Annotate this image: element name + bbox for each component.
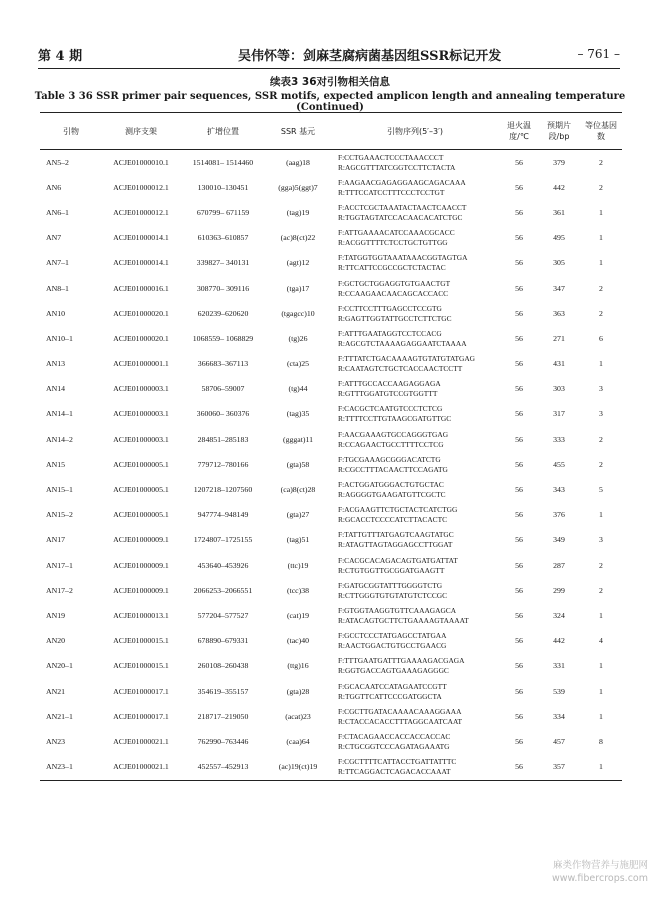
running-title: 吴伟怀等：剑麻茎腐病菌基因组SSR标记开发 <box>238 49 502 64</box>
cell-size: 455 <box>553 459 565 469</box>
table-row <box>40 326 622 351</box>
cell-scaffold: ACJE01000015.1 <box>113 661 169 671</box>
cell-position: 620239–620620 <box>197 308 249 318</box>
table-body <box>40 150 622 781</box>
reverse-primer: R:CTACCACACCTTTAGGCAATCAAT <box>338 716 463 726</box>
forward-primer: F:CACGCTCAATGTCCCTCTCG <box>338 404 443 414</box>
cell-temperature: 56 <box>515 459 523 469</box>
cell-scaffold: ACJE01000003.1 <box>113 409 169 419</box>
cell-temperature: 56 <box>515 258 523 268</box>
cell-scaffold: ACJE01000020.1 <box>113 333 169 343</box>
col-header-sequence: 引物序列(5′–3′) <box>330 113 500 150</box>
cell-sequence <box>330 704 500 729</box>
cell-primer: AN19 <box>46 610 66 620</box>
cell-motif: (cta)25 <box>286 359 310 369</box>
reverse-primer: R:ATACAGTGCTTCTGAAAAGTAAAAT <box>338 615 469 625</box>
cell-sequence <box>330 276 500 301</box>
table-row <box>40 301 622 326</box>
table-row <box>40 503 622 528</box>
reverse-primer: R:TTCAGGACTCAGACACCAAAT <box>338 767 451 777</box>
cell-temperature: 56 <box>515 207 523 217</box>
cell-sequence <box>330 301 500 326</box>
cell-position: 762990–763446 <box>197 736 249 746</box>
cell-primer: AN10 <box>46 308 66 318</box>
cell-motif: (gta)27 <box>286 510 310 520</box>
cell-sequence <box>330 402 500 427</box>
cell-alleles: 2 <box>599 434 603 444</box>
cell-scaffold: ACJE01000009.1 <box>113 535 169 545</box>
table-row <box>40 377 622 402</box>
cell-temperature: 56 <box>515 510 523 520</box>
cell-scaffold: ACJE01000005.1 <box>113 510 169 520</box>
cell-motif: (aag)18 <box>286 157 310 167</box>
cell-motif: (tg)26 <box>288 333 308 343</box>
cell-motif: (ttg)16 <box>287 661 309 671</box>
watermark-line2: www.fibercrops.com <box>551 873 648 884</box>
forward-primer: F:CACGCACAGACAGTGATGATTAT <box>338 555 458 565</box>
cell-alleles: 1 <box>599 686 603 696</box>
col-header-alleles: 等位基因数 <box>580 113 622 150</box>
cell-size: 457 <box>553 736 565 746</box>
cell-sequence <box>330 503 500 528</box>
watermark-line1: 麻类作物营养与施肥网 <box>552 860 648 871</box>
cell-temperature: 56 <box>515 535 523 545</box>
reverse-primer: R:ATAGTTAGTAGGAGCCTTGGAT <box>338 540 453 550</box>
cell-alleles: 6 <box>599 333 603 343</box>
cell-size: 376 <box>553 510 565 520</box>
cell-size: 331 <box>553 661 565 671</box>
cell-size: 431 <box>553 359 565 369</box>
forward-primer: F:ACCTCGCTAAATACTAACTCAACCT <box>338 202 467 212</box>
cell-temperature: 56 <box>515 233 523 243</box>
table-row <box>40 528 622 553</box>
cell-temperature: 56 <box>515 560 523 570</box>
cell-primer: AN14–2 <box>46 434 73 444</box>
cell-temperature: 56 <box>515 308 523 318</box>
forward-primer: F:CTACAGAACCACCACCACCAC <box>338 731 451 741</box>
reverse-primer: R:CCAGAACTGCCTTTTCCTCG <box>338 439 444 449</box>
col-header-temperature: 退火温度/℃ <box>500 113 538 150</box>
cell-scaffold: ACJE01000015.1 <box>113 636 169 646</box>
cell-motif: (gta)28 <box>286 686 310 696</box>
cell-position: 610363–610857 <box>197 233 249 243</box>
cell-size: 442 <box>553 182 565 192</box>
cell-position: 1068559– 1068829 <box>192 333 254 343</box>
forward-primer: F:ATTGAAAACATCCAAACGCACC <box>338 228 455 238</box>
cell-primer: AN15–1 <box>46 485 73 495</box>
cell-primer: AN17–2 <box>46 585 73 595</box>
cell-motif: (ac)8(ct)22 <box>280 233 316 243</box>
cell-size: 361 <box>553 207 565 217</box>
cell-size: 347 <box>553 283 565 293</box>
cell-position: 452557–452913 <box>180 755 266 781</box>
table-row <box>40 755 622 781</box>
table-row <box>40 654 622 679</box>
cell-temperature: 56 <box>515 182 523 192</box>
cell-motif: (tg)44 <box>288 384 308 394</box>
cell-temperature: 56 <box>515 283 523 293</box>
cell-primer: AN6 <box>46 182 62 192</box>
cell-temperature: 56 <box>515 636 523 646</box>
table-row <box>40 452 622 477</box>
cell-alleles: 8 <box>599 736 603 746</box>
cell-primer: AN10–1 <box>46 333 73 343</box>
reverse-primer: R:CTGCGGTCCCAGATAGAAATG <box>338 741 450 751</box>
cell-position: 354619–355157 <box>197 686 249 696</box>
table-row <box>40 402 622 427</box>
forward-primer: F:TATGGTGGTAAATAAACGGTAGTGA <box>338 253 468 263</box>
cell-primer: AN20 <box>46 636 66 646</box>
cell-temperature: 56 <box>515 661 523 671</box>
cell-alleles: 2 <box>599 308 603 318</box>
cell-scaffold: ACJE01000003.1 <box>113 434 169 444</box>
cell-primer: AN23–1 <box>40 755 102 781</box>
reverse-primer: R:TTCATTCCGCCGCTCTACTAC <box>338 263 446 273</box>
cell-position: 947774–948149 <box>197 510 249 520</box>
cell-alleles: 4 <box>599 636 603 646</box>
reverse-primer: R:GGTGACCAGTGAAAGAGGGC <box>338 666 449 676</box>
cell-alleles: 2 <box>599 283 603 293</box>
table-row <box>40 251 622 276</box>
reverse-primer: R:CGCCTTTACAACTTCCAGATG <box>338 464 448 474</box>
cell-sequence <box>330 352 500 377</box>
cell-alleles: 1 <box>599 610 603 620</box>
cell-size: 539 <box>553 686 565 696</box>
cell-sequence <box>330 603 500 628</box>
cell-sequence <box>330 553 500 578</box>
table-row <box>40 200 622 225</box>
cell-sequence <box>330 654 500 679</box>
cell-primer: AN17 <box>46 535 66 545</box>
cell-motif: (acat)23 <box>285 711 311 721</box>
cell-primer: AN14 <box>46 384 66 394</box>
cell-scaffold: ACJE01000021.1 <box>113 736 169 746</box>
cell-scaffold: ACJE01000014.1 <box>113 233 169 243</box>
cell-scaffold: ACJE01000010.1 <box>113 157 169 167</box>
reverse-primer: R:AGGGGTGAAGATGTTCGCTC <box>338 490 446 500</box>
cell-primer: AN23 <box>46 736 66 746</box>
reverse-primer: R:CTGTGGTTGCGGATGAAGTT <box>338 565 445 575</box>
cell-position: 218717–219050 <box>197 711 249 721</box>
cell-scaffold: ACJE01000012.1 <box>113 207 169 217</box>
table-row <box>40 175 622 200</box>
table-row <box>40 578 622 603</box>
cell-position: 366683–367113 <box>197 359 249 369</box>
cell-primer: AN17–1 <box>46 560 73 570</box>
cell-position: 1724807–1725155 <box>193 535 253 545</box>
cell-position: 2066253–2066551 <box>193 585 253 595</box>
cell-alleles: 1 <box>599 233 603 243</box>
cell-alleles: 1 <box>599 711 603 721</box>
cell-size: 287 <box>553 560 565 570</box>
forward-primer: F:CGCTTTTCATTACCTGATTATTTC <box>338 757 457 767</box>
reverse-primer: R:TTTTCCTTGTAAGCGATGTTGC <box>338 414 452 424</box>
running-header <box>38 45 620 67</box>
cell-sequence <box>330 251 500 276</box>
forward-primer: F:CCTGAAACTCCCTAAACCCT <box>338 152 444 162</box>
cell-alleles: 2 <box>599 585 603 595</box>
cell-alleles: 1 <box>599 207 603 217</box>
cell-primer: AN6–1 <box>46 207 69 217</box>
cell-temperature: 56 <box>515 359 523 369</box>
cell-scaffold: ACJE01000017.1 <box>113 711 169 721</box>
cell-motif: (tgagcc)10 <box>281 308 315 318</box>
cell-scaffold: ACJE01000013.1 <box>113 610 169 620</box>
cell-motif: (tag)19 <box>286 207 310 217</box>
cell-temperature: 56 <box>515 434 523 444</box>
cell-sequence <box>330 755 500 781</box>
reverse-primer: R:AGCGTTTATCGGTCCTTCTACTA <box>338 162 456 172</box>
forward-primer: F:GCTGCTGGAGGTGTGAACTGT <box>338 278 451 288</box>
cell-motif: (tga)17 <box>286 283 310 293</box>
cell-size: 495 <box>553 233 565 243</box>
forward-primer: F:CCTTCCTTTGAGCCTCCGTG <box>338 303 442 313</box>
cell-motif: (cat)19 <box>286 610 310 620</box>
table-row <box>40 603 622 628</box>
cell-size: 349 <box>553 535 565 545</box>
cell-primer: AN5–2 <box>46 157 69 167</box>
cell-sequence <box>330 729 500 754</box>
cell-size: 324 <box>553 610 565 620</box>
cell-size: 379 <box>553 157 565 167</box>
cell-alleles: 2 <box>599 157 603 167</box>
forward-primer: F:GATGCGGTATTTGGGGTCTG <box>338 580 443 590</box>
cell-size: 305 <box>553 258 565 268</box>
cell-motif: (ca)8(ct)28 <box>280 485 316 495</box>
cell-size: 299 <box>553 585 565 595</box>
cell-scaffold: ACJE01000012.1 <box>113 182 169 192</box>
cell-scaffold: ACJE01000005.1 <box>113 485 169 495</box>
cell-alleles: 2 <box>599 459 603 469</box>
col-header-primer: 引物 <box>40 113 102 150</box>
cell-size: 303 <box>553 384 565 394</box>
col-header-scaffold: 测序支架 <box>102 113 180 150</box>
cell-size: 317 <box>553 409 565 419</box>
cell-position: 678890–679331 <box>197 636 249 646</box>
cell-sequence <box>330 226 500 251</box>
cell-scaffold: ACJE01000009.1 <box>113 585 169 595</box>
cell-primer: AN8–1 <box>46 283 69 293</box>
forward-primer: F:ATTTGCCACCAAGAGGAGA <box>338 379 441 389</box>
cell-temperature: 56 <box>500 755 538 781</box>
reverse-primer: R:CAATAGTCTGCTCACCAACTCCTT <box>338 364 463 374</box>
cell-motif: (tcc)38 <box>286 585 310 595</box>
cell-motif: (tag)35 <box>286 409 310 419</box>
cell-scaffold: ACJE01000014.1 <box>113 258 169 268</box>
table-row <box>40 629 622 654</box>
cell-temperature: 56 <box>515 585 523 595</box>
forward-primer: F:TTTGAATGATTTGAAAAGACGAGA <box>338 656 465 666</box>
cell-position: 284851–285183 <box>197 434 249 444</box>
cell-motif: (gta)58 <box>286 459 310 469</box>
forward-primer: F:GTGGTAAGGTGTTCAAAGAGCA <box>338 605 457 615</box>
cell-temperature: 56 <box>515 610 523 620</box>
cell-alleles: 1 <box>599 258 603 268</box>
forward-primer: F:TGCGAAAGCGGGACATCTG <box>338 454 441 464</box>
cell-scaffold: ACJE01000016.1 <box>113 283 169 293</box>
reverse-primer: R:CCAAGAACAACAGCACCACC <box>338 288 449 298</box>
cell-motif: (gggat)11 <box>282 434 314 444</box>
cell-alleles: 3 <box>599 384 603 394</box>
forward-primer: F:ACTGGATGGGACTGTGCTAC <box>338 480 444 490</box>
cell-size: 271 <box>553 333 565 343</box>
table-row <box>40 477 622 502</box>
cell-size: 442 <box>553 636 565 646</box>
reverse-primer: R:TGGTAGTATCCACAACACATCTGC <box>338 212 463 222</box>
cell-size: 363 <box>553 308 565 318</box>
cell-position: 130010–130451 <box>197 182 249 192</box>
watermark <box>552 859 648 885</box>
cell-size: 334 <box>553 711 565 721</box>
cell-alleles: 2 <box>599 182 603 192</box>
cell-alleles: 2 <box>599 560 603 570</box>
cell-temperature: 56 <box>515 157 523 167</box>
cell-alleles: 1 <box>580 755 622 781</box>
reverse-primer: R:TTTCCATCCTTTCCCTCCTGT <box>338 187 445 197</box>
cell-position: 453640–453926 <box>197 560 249 570</box>
forward-primer: F:GCCTCCCTATGAGCCTATGAA <box>338 631 447 641</box>
cell-primer: AN21 <box>46 686 66 696</box>
forward-primer: F:AACGAAAGTGCCAGGGTGAG <box>338 429 449 439</box>
cell-position: 339827– 340131 <box>196 258 250 268</box>
cell-temperature: 56 <box>515 686 523 696</box>
cell-position: 577204–577527 <box>197 610 249 620</box>
forward-primer: F:ACGAAGTTCTGCTACTCATCTGG <box>338 505 458 515</box>
table-row <box>40 150 622 176</box>
cell-scaffold: ACJE01000001.1 <box>113 359 169 369</box>
cell-primer: AN7–1 <box>46 258 69 268</box>
cell-scaffold: ACJE01000005.1 <box>113 459 169 469</box>
cell-alleles: 5 <box>599 485 603 495</box>
reverse-primer: R:TGGTTCATTCCCGATGGCTA <box>338 691 442 701</box>
page-number: – 761 – <box>577 47 620 61</box>
table-row <box>40 276 622 301</box>
forward-primer: F:AAGAACGAGAGGAAGCAGACAAA <box>338 177 466 187</box>
cell-position: 779712–780166 <box>197 459 249 469</box>
cell-position: 1207218–1207560 <box>193 485 253 495</box>
cell-primer: AN15 <box>46 459 66 469</box>
col-header-size: 预期片段/bp <box>538 113 580 150</box>
cell-sequence <box>330 578 500 603</box>
cell-primer: AN21–1 <box>46 711 73 721</box>
cell-alleles: 3 <box>599 409 603 419</box>
cell-sequence <box>330 528 500 553</box>
cell-position: 360060– 360376 <box>196 409 250 419</box>
cell-sequence <box>330 175 500 200</box>
cell-sequence <box>330 377 500 402</box>
cell-scaffold: ACJE01000017.1 <box>113 686 169 696</box>
cell-temperature: 56 <box>515 384 523 394</box>
cell-sequence <box>330 326 500 351</box>
cell-position: 58706–59007 <box>201 384 245 394</box>
primer-table <box>40 112 622 781</box>
table-row <box>40 704 622 729</box>
cell-sequence <box>330 150 500 176</box>
cell-temperature: 56 <box>515 409 523 419</box>
cell-sequence <box>330 477 500 502</box>
table-row <box>40 679 622 704</box>
cell-position: 260108–260438 <box>197 661 249 671</box>
forward-primer: F:CGCTTGATACAAAACAAAGGAAA <box>338 706 462 716</box>
cell-scaffold: ACJE01000020.1 <box>113 308 169 318</box>
cell-sequence <box>330 679 500 704</box>
cell-sequence <box>330 452 500 477</box>
cell-motif: (gga)5(ggt)7 <box>278 182 318 192</box>
reverse-primer: R:AACTGGACTGTGCCTGAACG <box>338 641 447 651</box>
table-caption-english: Table 3 36 SSR primer pair sequences, SSR motifs, expected amplicon length and annealing temperature (Continued) <box>34 91 626 113</box>
cell-motif: (ac)19(ct)19 <box>266 755 330 781</box>
issue-number: 第 4 期 <box>38 49 83 64</box>
forward-primer: F:ATTTGAATAGGTCCTCCACG <box>338 328 442 338</box>
cell-primer: AN14–1 <box>46 409 73 419</box>
cell-position: 1514081– 1514460 <box>192 157 254 167</box>
table-row <box>40 553 622 578</box>
cell-scaffold: ACJE01000003.1 <box>113 384 169 394</box>
cell-scaffold: ACJE01000009.1 <box>113 560 169 570</box>
cell-temperature: 56 <box>515 333 523 343</box>
table-caption-chinese: 续表3 36对引物相关信息 <box>269 76 391 88</box>
reverse-primer: R:ACGGTTTTCTCCTGCTGTTGG <box>338 238 448 248</box>
cell-temperature: 56 <box>515 736 523 746</box>
cell-scaffold: ACJE01000021.1 <box>102 755 180 781</box>
table-row <box>40 427 622 452</box>
forward-primer: F:TATTGTTTATGAGTCAAGTATGC <box>338 530 454 540</box>
cell-position: 670799– 671159 <box>196 207 250 217</box>
cell-size: 333 <box>553 434 565 444</box>
table-row <box>40 226 622 251</box>
cell-alleles: 1 <box>599 510 603 520</box>
cell-primer: AN13 <box>46 359 66 369</box>
table-header-row <box>40 113 622 150</box>
cell-size: 343 <box>553 485 565 495</box>
col-header-motif: SSR 基元 <box>266 113 330 150</box>
cell-motif: (tac)40 <box>286 636 310 646</box>
forward-primer: F:TTTATCTGACAAAAGTGTATGTATGAG <box>338 354 475 364</box>
reverse-primer: R:AGCGTCTAAAAGAGGAATCTAAAA <box>338 338 467 348</box>
cell-motif: (tag)51 <box>286 535 310 545</box>
cell-alleles: 1 <box>599 359 603 369</box>
cell-motif: (caa)64 <box>286 736 310 746</box>
cell-alleles: 1 <box>599 661 603 671</box>
cell-primer: AN20–1 <box>46 661 73 671</box>
cell-temperature: 56 <box>515 485 523 495</box>
table-row <box>40 729 622 754</box>
header-rule <box>38 68 620 69</box>
forward-primer: F:GCACAATCCATAGAATCCGTT <box>338 681 447 691</box>
cell-sequence <box>330 427 500 452</box>
reverse-primer: R:CTTGGGTGTGTATGTCTCCGC <box>338 590 448 600</box>
cell-position: 308770– 309116 <box>196 283 250 293</box>
cell-sequence <box>330 629 500 654</box>
cell-temperature: 56 <box>515 711 523 721</box>
reverse-primer: R:GCACCTCCCCATCTTACACTC <box>338 515 448 525</box>
cell-size: 357 <box>538 755 580 781</box>
reverse-primer: R:GTTTGGATGTCCGTGGTTT <box>338 389 438 399</box>
cell-alleles: 3 <box>599 535 603 545</box>
cell-primer: AN7 <box>46 233 62 243</box>
reverse-primer: R:GAGTTGGTATTGCCTCTTCTGC <box>338 313 452 323</box>
cell-sequence <box>330 200 500 225</box>
cell-primer: AN15–2 <box>46 510 73 520</box>
cell-motif: (ttc)19 <box>287 560 309 570</box>
table-row <box>40 352 622 377</box>
cell-motif: (agt)12 <box>286 258 310 268</box>
col-header-position: 扩增位置 <box>180 113 266 150</box>
